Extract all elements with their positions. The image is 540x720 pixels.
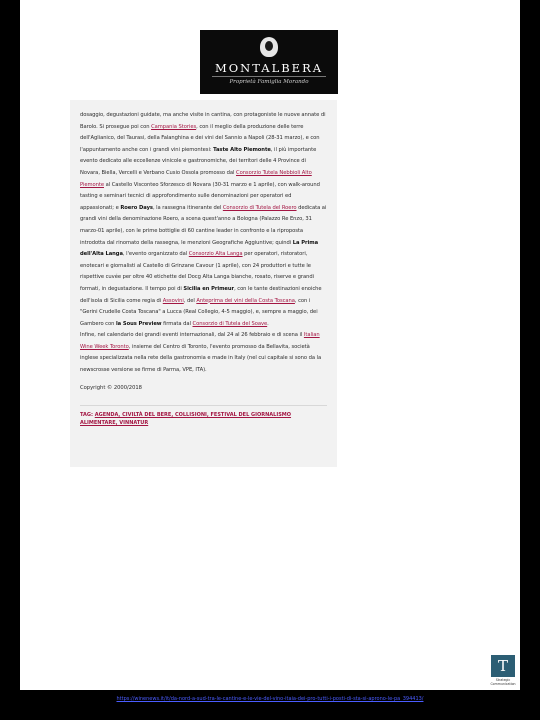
text-segment: , con il meglio della produzione delle terre dell'Aglianico, del Taurasi, della Falanghina e dei vini del Sannio a Napoli (28-31 marzo), e con l'appuntamento anche con i grandi vini piemontesi: <box>80 123 320 153</box>
page <box>20 0 520 690</box>
badge-line-2: Communication <box>490 682 516 686</box>
crest-icon <box>260 37 278 57</box>
bold-taste-alto-piemonte: Taste Alto Piemonte <box>213 146 271 153</box>
badge-line-1: Strategic <box>495 678 511 682</box>
link-consorzio-roero[interactable]: Consorzio di Tutela del Roero <box>222 204 297 211</box>
link-assovini[interactable]: Assovini <box>162 297 184 304</box>
divider <box>80 405 327 406</box>
link-campania-stories[interactable]: Campania Stories <box>151 123 197 130</box>
logo-tagline: Proprietà Famiglia Morando <box>229 79 309 85</box>
article-body <box>80 110 327 377</box>
text-segment: , la rassegna itinerante del <box>152 204 223 211</box>
logo-divider <box>212 76 326 77</box>
tag-links[interactable]: AGENDA, CIVILTÀ DEL BERE, COLLISIONI, FESTIVAL DEL GIORNALISMO ALIMENTARE, VINNATUR <box>80 411 292 426</box>
text-segment: , con i "Gerini Crudelle Costa Toscana" a Lucca (Real Collegio, 4-5 maggio), e, sempre a maggio, dei Gambero con <box>80 297 318 327</box>
text-segment: , il più importante evento dedicato alle eccellenze vinicole e gastronomiche, dei territori delle 4 Province di Novara, Biella, Vercelli e Verbano Cusio Ossola promosso dal <box>80 146 317 176</box>
badge-logo-icon: T <box>491 655 515 677</box>
bold-sicilia-en-primeur: Sicilia en Primeur <box>183 285 235 292</box>
link-consorzio-alta-langa[interactable]: Consorzio Alta Langa <box>188 251 243 258</box>
text-segment: dosaggio, degustazioni guidate, ma anche visite in cantina, con protagoniste le nuove annate di Barolo. Si prosegue poi con <box>80 112 326 130</box>
strategic-communication-badge <box>490 655 516 688</box>
bold-prima-alta-langa: La Prima dell'Alta Langa <box>80 239 319 258</box>
text-segment: firmata dal <box>161 320 193 327</box>
text-segment: per operatori, ristoratori, enotecari e giornalisti al Castello di Grinzane Cavour (1 aprile), con 24 produttori e tutte le rispettive cuvée per oltre 40 etichette del Docg Alta Langa bianche, rosato, riserve e grandi formati, in degustazione. Il tempo poi di <box>80 251 314 292</box>
text-segment: dedicata ai grandi vini della denominazione Roero, a scena quest'anno a Bologna (Palazzo Re Enzo, 31 marzo-01 aprile), con le prime bottiglie di 60 cantine leader in confronto e la riproposta introdotta dal rinomato della rassegna, le menzioni Geografiche Aggiuntive; quindi <box>80 204 327 246</box>
tag-label: TAG: <box>80 411 93 418</box>
text-segment: al Castello Visconteo Sforzesco di Novara (30-31 marzo e 1 aprile), con walk-around tasting e seminari tecnici di approfondimento sulle denominazioni per operatori ed appassionati; e <box>80 181 320 211</box>
source-url[interactable]: https://winenews.it/it/da-nord-a-sud-tra-le-cantine-e-le-vie-del-vino-itaia-dei-pro-tutti-i-posti-di-sta-si-aprono-le-pa_394413/ <box>116 696 424 702</box>
bold-soave-preview: la Sous Preview <box>115 320 162 327</box>
link-consorzio-soave[interactable]: Consorzio di Tutela del Soave <box>192 320 268 327</box>
article-panel <box>70 100 337 467</box>
copyright: Copyright © 2000/2018 <box>80 384 142 391</box>
logo-name: MONTALBERA <box>214 61 324 75</box>
link-italian-wine-week[interactable]: Italian Wine Week Toronto <box>80 332 320 350</box>
link-consorzio-nebbioli[interactable]: Consorzio Tutela Nebbioli Alto Piemonte <box>80 169 312 188</box>
badge-caption <box>490 678 516 686</box>
text-segment: Infine, nel calendario dei grandi eventi internazionali, dal 24 al 26 febbraio e di scena il <box>80 332 304 339</box>
montalbera-logo[interactable] <box>200 30 338 94</box>
link-anteprima-costa-toscana[interactable]: Anteprima dei vini della Costa Toscana <box>196 297 295 304</box>
text-segment: , l'evento organizzato dal <box>122 251 189 258</box>
tag-list <box>80 411 327 427</box>
text-segment: , insieme del Centro di Toronto, l'evento promosso da Bellavita, società inglese specializzata nella rete della gastronomia e made in Italy (nel cui capitale si sono da la newscrosse versione se firme di Parma, VPE, ITA). <box>80 343 322 374</box>
text-segment: , del <box>183 297 197 304</box>
bold-roero-days: Roero Days <box>120 204 153 211</box>
text-segment: , con le tante destinazioni enoiche dell'isola di Sicilia come regia di <box>80 285 322 304</box>
text-segment: . <box>267 320 269 327</box>
